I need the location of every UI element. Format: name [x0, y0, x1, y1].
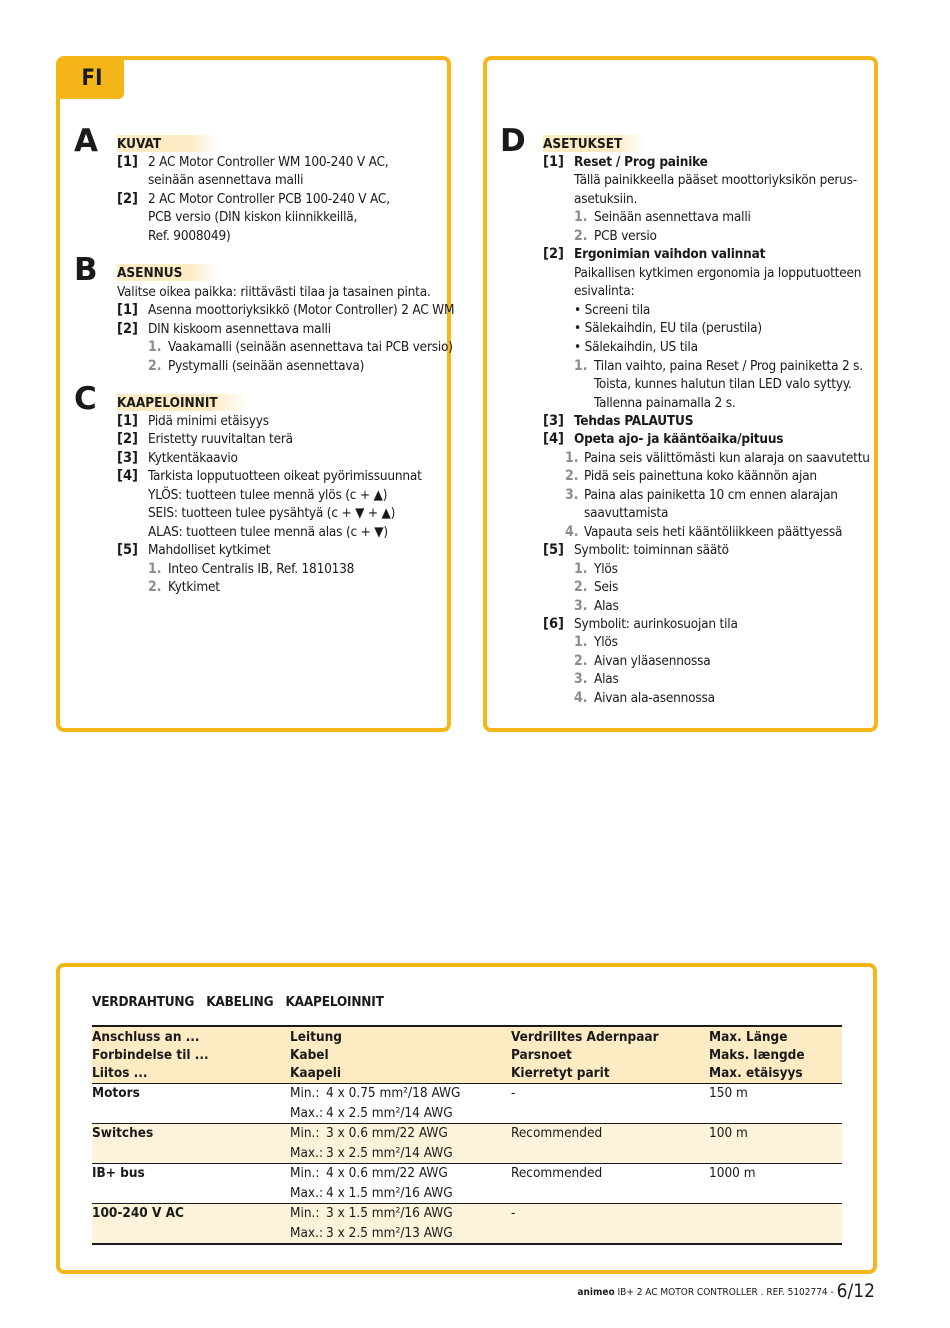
cell-length [709, 1204, 842, 1245]
cell-max: 4 x 1.5 mm²/16 AWG [326, 1184, 453, 1201]
item-text: Eristetty ruuvitaltan terä [148, 431, 293, 447]
item-number: [1] [117, 154, 138, 170]
item-number: [1] [543, 154, 564, 170]
table-row [92, 1204, 842, 1245]
max-label: Max.: [290, 1184, 324, 1201]
min-label: Min.: [290, 1085, 320, 1101]
sub-number: 3. [565, 487, 579, 503]
item-title: Ergonimian vaihdon valinnat [574, 246, 766, 262]
sub-number: 1. [574, 209, 588, 225]
direction-stop-symbols: c + ▼ + ▲) [331, 505, 396, 521]
cell-twisted: Recommended [511, 1124, 709, 1164]
header-line: Maks. længde [709, 1047, 805, 1063]
page-footer [577, 1280, 875, 1302]
cabling-heading: VERDRAHTUNG KABELING KAAPELOINNIT [92, 994, 384, 1010]
header-length [709, 1026, 842, 1084]
section-intro: Valitse oikea paikka: riittävästi tilaa ja tasainen pinta. [117, 284, 431, 300]
direction-down-text: ALAS: tuotteen tulee mennä alas ( [148, 524, 351, 540]
header-line: Kierretyt parit [511, 1065, 610, 1081]
min-label: Min.: [290, 1165, 320, 1181]
bullet-item: • Screeni tila [574, 302, 651, 318]
footer-text: IB+ 2 AC MOTOR CONTROLLER . REF. 5102774 - [614, 1287, 837, 1298]
sub-number: 3. [574, 671, 588, 687]
item-number: [5] [543, 542, 564, 558]
header-line: Max. Länge [709, 1029, 788, 1045]
item-text: Pidä minimi etäisyys [148, 413, 269, 429]
item-text: 2 AC Motor Controller PCB 100-240 V AC, [148, 191, 390, 207]
table-header-row [92, 1026, 842, 1084]
sub-number: 2. [574, 653, 588, 669]
section-title-asennus: ASENNUS [117, 264, 219, 281]
item-text: Ref. 9008049) [148, 228, 231, 244]
item-number: [4] [543, 431, 564, 447]
header-line: Parsnoet [511, 1047, 572, 1063]
cell-max: 3 x 2.5 mm²/14 AWG [326, 1144, 453, 1161]
item-text: Mahdolliset kytkimet [148, 542, 271, 558]
item-desc: Tällä painikkeella pääset moottoriyksikön perus- [574, 172, 857, 188]
cell-max: 3 x 2.5 mm²/13 AWG [326, 1224, 453, 1241]
section-letter-c: C [74, 381, 97, 417]
min-label: Min.: [290, 1205, 320, 1221]
item-desc: esivalinta: [574, 283, 635, 299]
item-number: [1] [117, 302, 138, 318]
sub-text: Pidä seis painettuna koko käännön ajan [584, 468, 817, 484]
bullet-item: • Sälekaihdin, EU tila (perustila) [574, 320, 762, 336]
header-cable [290, 1026, 511, 1084]
cell-name: Motors [92, 1084, 290, 1124]
section-title-kuvat: KUVAT [117, 135, 219, 152]
sub-text: Vaakamalli (seinään asennettava tai PCB versio) [168, 339, 453, 355]
language-tab: FI [60, 60, 124, 99]
sub-text: Seis [594, 579, 619, 595]
sub-number: 1. [148, 561, 162, 577]
cell-min: 3 x 0.6 mm/22 AWG [326, 1125, 448, 1141]
sub-text: saavuttamista [584, 505, 669, 521]
header-line: Max. etäisyys [709, 1065, 803, 1081]
direction-up-text: YLÖS: tuotteen tulee mennä ylös ( [148, 487, 350, 503]
header-line: Forbindelse til ... [92, 1047, 209, 1063]
header-line: Liitos ... [92, 1065, 148, 1081]
item-number: [2] [543, 246, 564, 262]
sub-text: Aivan yläasennossa [594, 653, 711, 669]
cell-min: 4 x 0.75 mm²/18 AWG [326, 1085, 461, 1101]
direction-stop-line [148, 504, 395, 522]
direction-down-line [148, 523, 388, 541]
cell-twisted: - [511, 1084, 709, 1124]
sub-number: 2. [574, 228, 588, 244]
sub-text: PCB versio [594, 228, 657, 244]
cell-cable [290, 1124, 511, 1164]
sub-number: 1. [574, 634, 588, 650]
header-line: Leitung [290, 1029, 342, 1045]
header-line: Verdrilltes Adernpaar [511, 1029, 659, 1045]
header-line: Kabel [290, 1047, 329, 1063]
item-title: Symbolit: toiminnan säätö [574, 542, 729, 558]
sub-text: Seinään asennettava malli [594, 209, 751, 225]
item-text: seinään asennettava malli [148, 172, 304, 188]
sub-text: Pystymalli (seinään asennettava) [168, 358, 365, 374]
cell-length: 150 m [709, 1084, 842, 1124]
sub-number: 2. [565, 468, 579, 484]
item-text: DIN kiskoom asennettava malli [148, 321, 331, 337]
cabling-table [92, 1025, 842, 1245]
sub-text: Vapauta seis heti kääntöliikkeen päättyessä [584, 524, 843, 540]
sub-text: Ylös [594, 561, 618, 577]
section-letter-b: B [74, 252, 98, 288]
item-desc: asetuksiin. [574, 191, 638, 207]
sub-text: Aivan ala-asennossa [594, 690, 715, 706]
bullet-item: • Sälekaihdin, US tila [574, 339, 698, 355]
max-label: Max.: [290, 1144, 324, 1161]
sub-text: Inteo Centralis IB, Ref. 1810138 [168, 561, 355, 577]
header-twisted [511, 1026, 709, 1084]
direction-stop-text: SEIS: tuotteen tulee pysähtyä ( [148, 505, 332, 521]
cell-cable [290, 1084, 511, 1124]
cell-name: IB+ bus [92, 1164, 290, 1204]
item-number: [2] [117, 321, 138, 337]
direction-up-line [148, 486, 387, 504]
item-title: Tehdas PALAUTUS [574, 413, 694, 429]
table-row [92, 1084, 842, 1124]
sub-text: Ylös [594, 634, 618, 650]
sub-text: Paina seis välittömästi kun alaraja on saavutettu [584, 450, 870, 466]
table-row [92, 1164, 842, 1204]
cell-min: 4 x 0.6 mm/22 AWG [326, 1165, 448, 1181]
item-text: Tarkista lopputuotteen oikeat pyörimissuunnat [148, 468, 422, 484]
item-text: 2 AC Motor Controller WM 100-240 V AC, [148, 154, 389, 170]
item-number: [2] [117, 431, 138, 447]
sub-number: 4. [574, 690, 588, 706]
page-number: 6/12 [836, 1280, 875, 1302]
item-number: [3] [117, 450, 138, 466]
sub-number: 2. [574, 579, 588, 595]
sub-number: 4. [565, 524, 579, 540]
min-label: Min.: [290, 1125, 320, 1141]
item-number: [1] [117, 413, 138, 429]
header-line: Kaapeli [290, 1065, 342, 1081]
item-desc: Paikallisen kytkimen ergonomia ja lopputuotteen [574, 265, 862, 281]
direction-down-symbols: c + ▼) [350, 524, 388, 540]
sub-text: Kytkimet [168, 579, 220, 595]
max-label: Max.: [290, 1104, 324, 1121]
item-number: [4] [117, 468, 138, 484]
header-connection [92, 1026, 290, 1084]
max-label: Max.: [290, 1224, 324, 1241]
item-number: [2] [117, 191, 138, 207]
cell-length: 100 m [709, 1124, 842, 1164]
sub-text: Paina alas painiketta 10 cm ennen alarajan [584, 487, 838, 503]
section-letter-d: D [500, 123, 526, 159]
sub-text: Alas [594, 671, 619, 687]
cell-max: 4 x 2.5 mm²/14 AWG [326, 1104, 453, 1121]
cell-length: 1000 m [709, 1164, 842, 1204]
item-title: Reset / Prog painike [574, 154, 708, 170]
item-title: Opeta ajo- ja kääntöaika/pituus [574, 431, 784, 447]
sub-number: 2. [148, 358, 162, 374]
item-text: Asenna moottoriyksikkö (Motor Controller) 2 AC WM [148, 302, 455, 318]
item-number: [6] [543, 616, 564, 632]
sub-text: Alas [594, 598, 619, 614]
sub-number: 2. [148, 579, 162, 595]
sub-number: 3. [574, 598, 588, 614]
section-letter-a: A [74, 123, 98, 159]
cell-twisted: - [511, 1204, 709, 1245]
item-text: Kytkentäkaavio [148, 450, 238, 466]
sub-number: 1. [574, 358, 588, 374]
sub-number: 1. [148, 339, 162, 355]
cell-name: Switches [92, 1124, 290, 1164]
cell-min: 3 x 1.5 mm²/16 AWG [326, 1205, 453, 1221]
item-title: Symbolit: aurinkosuojan tila [574, 616, 738, 632]
sub-text: Toista, kunnes halutun tilan LED valo syttyy. [594, 376, 852, 392]
sub-number: 1. [574, 561, 588, 577]
footer-brand: animeo [577, 1287, 615, 1298]
item-text: PCB versio (DIN kiskon kiinnikkeillä, [148, 209, 358, 225]
header-line: Anschluss an ... [92, 1029, 200, 1045]
section-title-asetukset: ASETUKSET [543, 135, 645, 152]
table-row [92, 1124, 842, 1164]
sub-number: 1. [565, 450, 579, 466]
cell-twisted: Recommended [511, 1164, 709, 1204]
cell-cable [290, 1164, 511, 1204]
cell-cable [290, 1204, 511, 1245]
sub-text: Tilan vaihto, paina Reset / Prog painiketta 2 s. [594, 358, 863, 374]
section-title-kaapeloinnit: KAAPELOINNIT [117, 394, 249, 411]
direction-up-symbols: c + ▲) [349, 487, 388, 503]
cell-name: 100-240 V AC [92, 1204, 290, 1245]
item-number: [3] [543, 413, 564, 429]
sub-text: Tallenna painamalla 2 s. [594, 395, 736, 411]
item-number: [5] [117, 542, 138, 558]
